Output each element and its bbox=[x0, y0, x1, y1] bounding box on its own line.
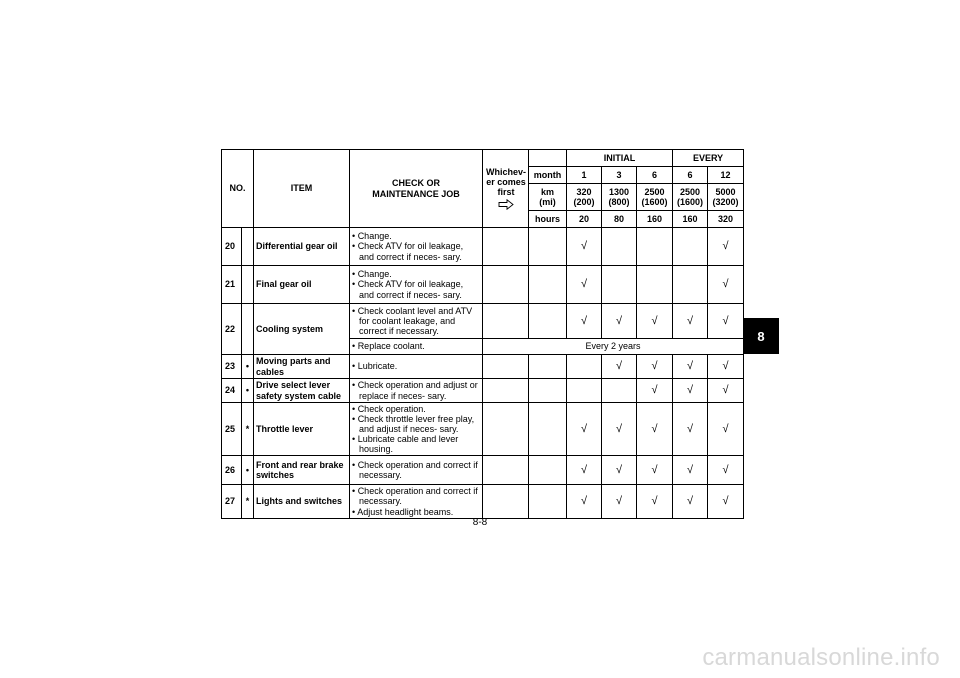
row-item: Front and rear brake switches bbox=[254, 456, 350, 485]
job-text: Check ATV for oil leakage, and correct if neces- sary. bbox=[357, 279, 464, 300]
label-cell bbox=[529, 403, 567, 456]
job-line bbox=[352, 269, 480, 279]
km-cell bbox=[708, 184, 744, 211]
job-text: Check throttle lever free play, and adjust if neces- sary. bbox=[357, 414, 475, 435]
check-cell: √ bbox=[602, 485, 637, 518]
check-cell bbox=[637, 228, 673, 266]
check-cell: √ bbox=[602, 355, 637, 379]
check-cell bbox=[673, 266, 708, 304]
hours-label: hours bbox=[529, 211, 567, 228]
whichever-cell bbox=[483, 355, 529, 379]
row-item: Differential gear oil bbox=[254, 228, 350, 266]
row-number: 23 bbox=[222, 355, 242, 379]
row-job bbox=[350, 339, 483, 355]
check-cell: √ bbox=[637, 304, 673, 339]
bullet-icon: • bbox=[352, 305, 356, 316]
header-whichever-text: Whichev- er comes first bbox=[486, 166, 527, 198]
check-cell: √ bbox=[673, 403, 708, 456]
job-line bbox=[352, 279, 480, 299]
check-cell: √ bbox=[637, 379, 673, 403]
table-row bbox=[222, 228, 744, 266]
km-value: 1300 bbox=[609, 186, 630, 197]
page-number: 8-8 bbox=[472, 517, 488, 528]
hours-cell: 160 bbox=[637, 211, 673, 228]
whichever-cell bbox=[483, 379, 529, 403]
check-cell: √ bbox=[708, 266, 744, 304]
table-row bbox=[222, 485, 744, 518]
bullet-icon: • bbox=[352, 361, 356, 372]
job-text: Lubricate cable and lever housing. bbox=[357, 434, 459, 455]
whichever-cell bbox=[483, 266, 529, 304]
row-number: 26 bbox=[222, 456, 242, 485]
whichever-cell bbox=[483, 228, 529, 266]
hours-cell: 320 bbox=[708, 211, 744, 228]
header-job bbox=[350, 150, 483, 228]
label-cell bbox=[529, 228, 567, 266]
month-cell: 1 bbox=[567, 167, 602, 184]
check-cell: √ bbox=[708, 228, 744, 266]
whichever-cell bbox=[483, 485, 529, 518]
row-item: Throttle lever bbox=[254, 403, 350, 456]
month-cell: 12 bbox=[708, 167, 744, 184]
table-row bbox=[222, 403, 744, 456]
job-text: Replace coolant. bbox=[357, 341, 425, 352]
job-text: Check ATV for oil leakage, and correct if neces- sary. bbox=[357, 241, 464, 262]
watermark: carmanualsonline.info bbox=[702, 644, 940, 671]
header-every: EVERY bbox=[673, 150, 744, 167]
row-number: 24 bbox=[222, 379, 242, 403]
row-number: 25 bbox=[222, 403, 242, 456]
job-text: Change. bbox=[357, 231, 392, 242]
job-text: Check operation and adjust or replace if neces- sary. bbox=[357, 380, 478, 401]
row-mark bbox=[242, 228, 254, 266]
job-line bbox=[352, 231, 480, 241]
row-job bbox=[350, 379, 483, 403]
job-line bbox=[352, 486, 480, 506]
job-line bbox=[352, 507, 480, 517]
check-cell: √ bbox=[708, 403, 744, 456]
job-line bbox=[352, 434, 480, 454]
row-number: 20 bbox=[222, 228, 242, 266]
check-cell: √ bbox=[708, 304, 744, 339]
check-cell: √ bbox=[637, 485, 673, 518]
month-label: month bbox=[529, 167, 567, 184]
chapter-tab: 8 bbox=[743, 318, 779, 354]
check-cell: √ bbox=[708, 456, 744, 485]
km-value: 2500 bbox=[680, 186, 701, 197]
job-text: Adjust headlight beams. bbox=[357, 506, 454, 517]
schedule-body bbox=[222, 228, 744, 519]
check-cell bbox=[567, 379, 602, 403]
row-mark: • bbox=[242, 355, 254, 379]
job-line bbox=[352, 380, 480, 400]
table-row bbox=[222, 456, 744, 485]
check-cell: √ bbox=[673, 355, 708, 379]
whichever-cell bbox=[483, 304, 529, 339]
whichever-cell bbox=[483, 456, 529, 485]
mi-value: (800) bbox=[608, 197, 630, 207]
job-text: Check operation and correct if necessary. bbox=[357, 486, 478, 507]
row-mark bbox=[242, 304, 254, 355]
check-cell: √ bbox=[637, 403, 673, 456]
month-cell: 6 bbox=[637, 167, 673, 184]
row-mark: * bbox=[242, 485, 254, 518]
bullet-icon: • bbox=[352, 404, 356, 414]
mi-value: (200) bbox=[573, 197, 595, 207]
km-value: 2500 bbox=[644, 186, 665, 197]
row-mark: • bbox=[242, 379, 254, 403]
bullet-icon: • bbox=[352, 279, 356, 290]
bullet-icon: • bbox=[352, 269, 356, 280]
row-number: 27 bbox=[222, 485, 242, 518]
row-mark bbox=[242, 266, 254, 304]
job-text: Change. bbox=[357, 269, 392, 280]
row-job bbox=[350, 485, 483, 518]
table-row bbox=[222, 379, 744, 403]
row-job bbox=[350, 456, 483, 485]
hours-cell: 20 bbox=[567, 211, 602, 228]
job-line bbox=[352, 241, 480, 261]
check-cell: √ bbox=[602, 403, 637, 456]
whichever-cell bbox=[483, 403, 529, 456]
bullet-icon: • bbox=[352, 414, 356, 425]
check-cell: √ bbox=[673, 379, 708, 403]
check-cell: √ bbox=[567, 456, 602, 485]
check-cell: √ bbox=[673, 485, 708, 518]
bullet-icon: • bbox=[352, 231, 356, 242]
check-cell: √ bbox=[637, 355, 673, 379]
header-initial: INITIAL bbox=[567, 150, 673, 167]
job-text: Check operation. bbox=[357, 404, 426, 414]
mi-value: (3200) bbox=[712, 197, 739, 207]
table-row bbox=[222, 304, 744, 339]
hours-cell: 80 bbox=[602, 211, 637, 228]
bullet-icon: • bbox=[352, 241, 356, 252]
check-cell: √ bbox=[602, 456, 637, 485]
check-cell: √ bbox=[673, 304, 708, 339]
interval-cell: Every 2 years bbox=[483, 339, 744, 355]
check-cell bbox=[602, 228, 637, 266]
check-cell: √ bbox=[567, 485, 602, 518]
row-mark: • bbox=[242, 456, 254, 485]
check-cell bbox=[602, 266, 637, 304]
row-item: Moving parts and cables bbox=[254, 355, 350, 379]
km-label-text: km (mi) bbox=[539, 186, 556, 207]
header-whichever bbox=[483, 150, 529, 228]
check-cell bbox=[673, 228, 708, 266]
row-item: Lights and switches bbox=[254, 485, 350, 518]
label-cell bbox=[529, 355, 567, 379]
job-text: Lubricate. bbox=[357, 361, 398, 372]
month-cell: 6 bbox=[673, 167, 708, 184]
table-row bbox=[222, 355, 744, 379]
job-line bbox=[352, 341, 480, 351]
job-line bbox=[352, 361, 480, 371]
header-item: ITEM bbox=[254, 150, 350, 228]
job-text: Check coolant level and ATV for coolant leakage, and correct if necessary. bbox=[357, 305, 473, 337]
row-number: 21 bbox=[222, 266, 242, 304]
km-cell bbox=[567, 184, 602, 211]
check-cell: √ bbox=[708, 485, 744, 518]
row-item: Drive select lever safety system cable bbox=[254, 379, 350, 403]
check-cell: √ bbox=[708, 379, 744, 403]
km-cell bbox=[637, 184, 673, 211]
check-cell: √ bbox=[673, 456, 708, 485]
mi-value: (1600) bbox=[641, 197, 668, 207]
row-job bbox=[350, 228, 483, 266]
bullet-icon: • bbox=[352, 486, 356, 497]
job-line bbox=[352, 460, 480, 480]
check-cell bbox=[602, 379, 637, 403]
check-cell bbox=[567, 355, 602, 379]
table-row bbox=[222, 266, 744, 304]
header-blank bbox=[529, 150, 567, 167]
row-job bbox=[350, 403, 483, 456]
check-cell: √ bbox=[602, 304, 637, 339]
bullet-icon: • bbox=[352, 380, 356, 391]
row-number: 22 bbox=[222, 304, 242, 355]
maintenance-schedule-table bbox=[221, 149, 744, 519]
header-no: NO. bbox=[222, 150, 254, 228]
bullet-icon: • bbox=[352, 434, 356, 445]
row-job bbox=[350, 355, 483, 379]
row-job bbox=[350, 266, 483, 304]
check-cell: √ bbox=[567, 304, 602, 339]
km-cell bbox=[673, 184, 708, 211]
label-cell bbox=[529, 456, 567, 485]
check-cell bbox=[637, 266, 673, 304]
label-cell bbox=[529, 485, 567, 518]
km-value: 5000 bbox=[715, 186, 736, 197]
header-job-text: CHECK OR MAINTENANCE JOB bbox=[372, 178, 460, 199]
job-text: Check operation and correct if necessary. bbox=[357, 460, 478, 481]
bullet-icon: • bbox=[352, 460, 356, 471]
row-item: Cooling system bbox=[254, 304, 350, 355]
check-cell: √ bbox=[567, 403, 602, 456]
label-cell bbox=[529, 266, 567, 304]
check-cell: √ bbox=[637, 456, 673, 485]
mi-value: (1600) bbox=[677, 197, 704, 207]
row-mark: * bbox=[242, 403, 254, 456]
bullet-icon: • bbox=[352, 506, 356, 517]
month-cell: 3 bbox=[602, 167, 637, 184]
check-cell: √ bbox=[567, 228, 602, 266]
row-job bbox=[350, 304, 483, 339]
row-item: Final gear oil bbox=[254, 266, 350, 304]
km-value: 320 bbox=[576, 186, 592, 197]
job-line bbox=[352, 306, 480, 336]
bullet-icon: • bbox=[352, 341, 356, 352]
label-cell bbox=[529, 304, 567, 339]
arrow-right-icon bbox=[498, 199, 514, 210]
job-line bbox=[352, 404, 480, 414]
job-line bbox=[352, 414, 480, 434]
label-cell bbox=[529, 379, 567, 403]
km-label bbox=[529, 184, 567, 211]
km-cell bbox=[602, 184, 637, 211]
hours-cell: 160 bbox=[673, 211, 708, 228]
check-cell: √ bbox=[708, 355, 744, 379]
check-cell: √ bbox=[567, 266, 602, 304]
